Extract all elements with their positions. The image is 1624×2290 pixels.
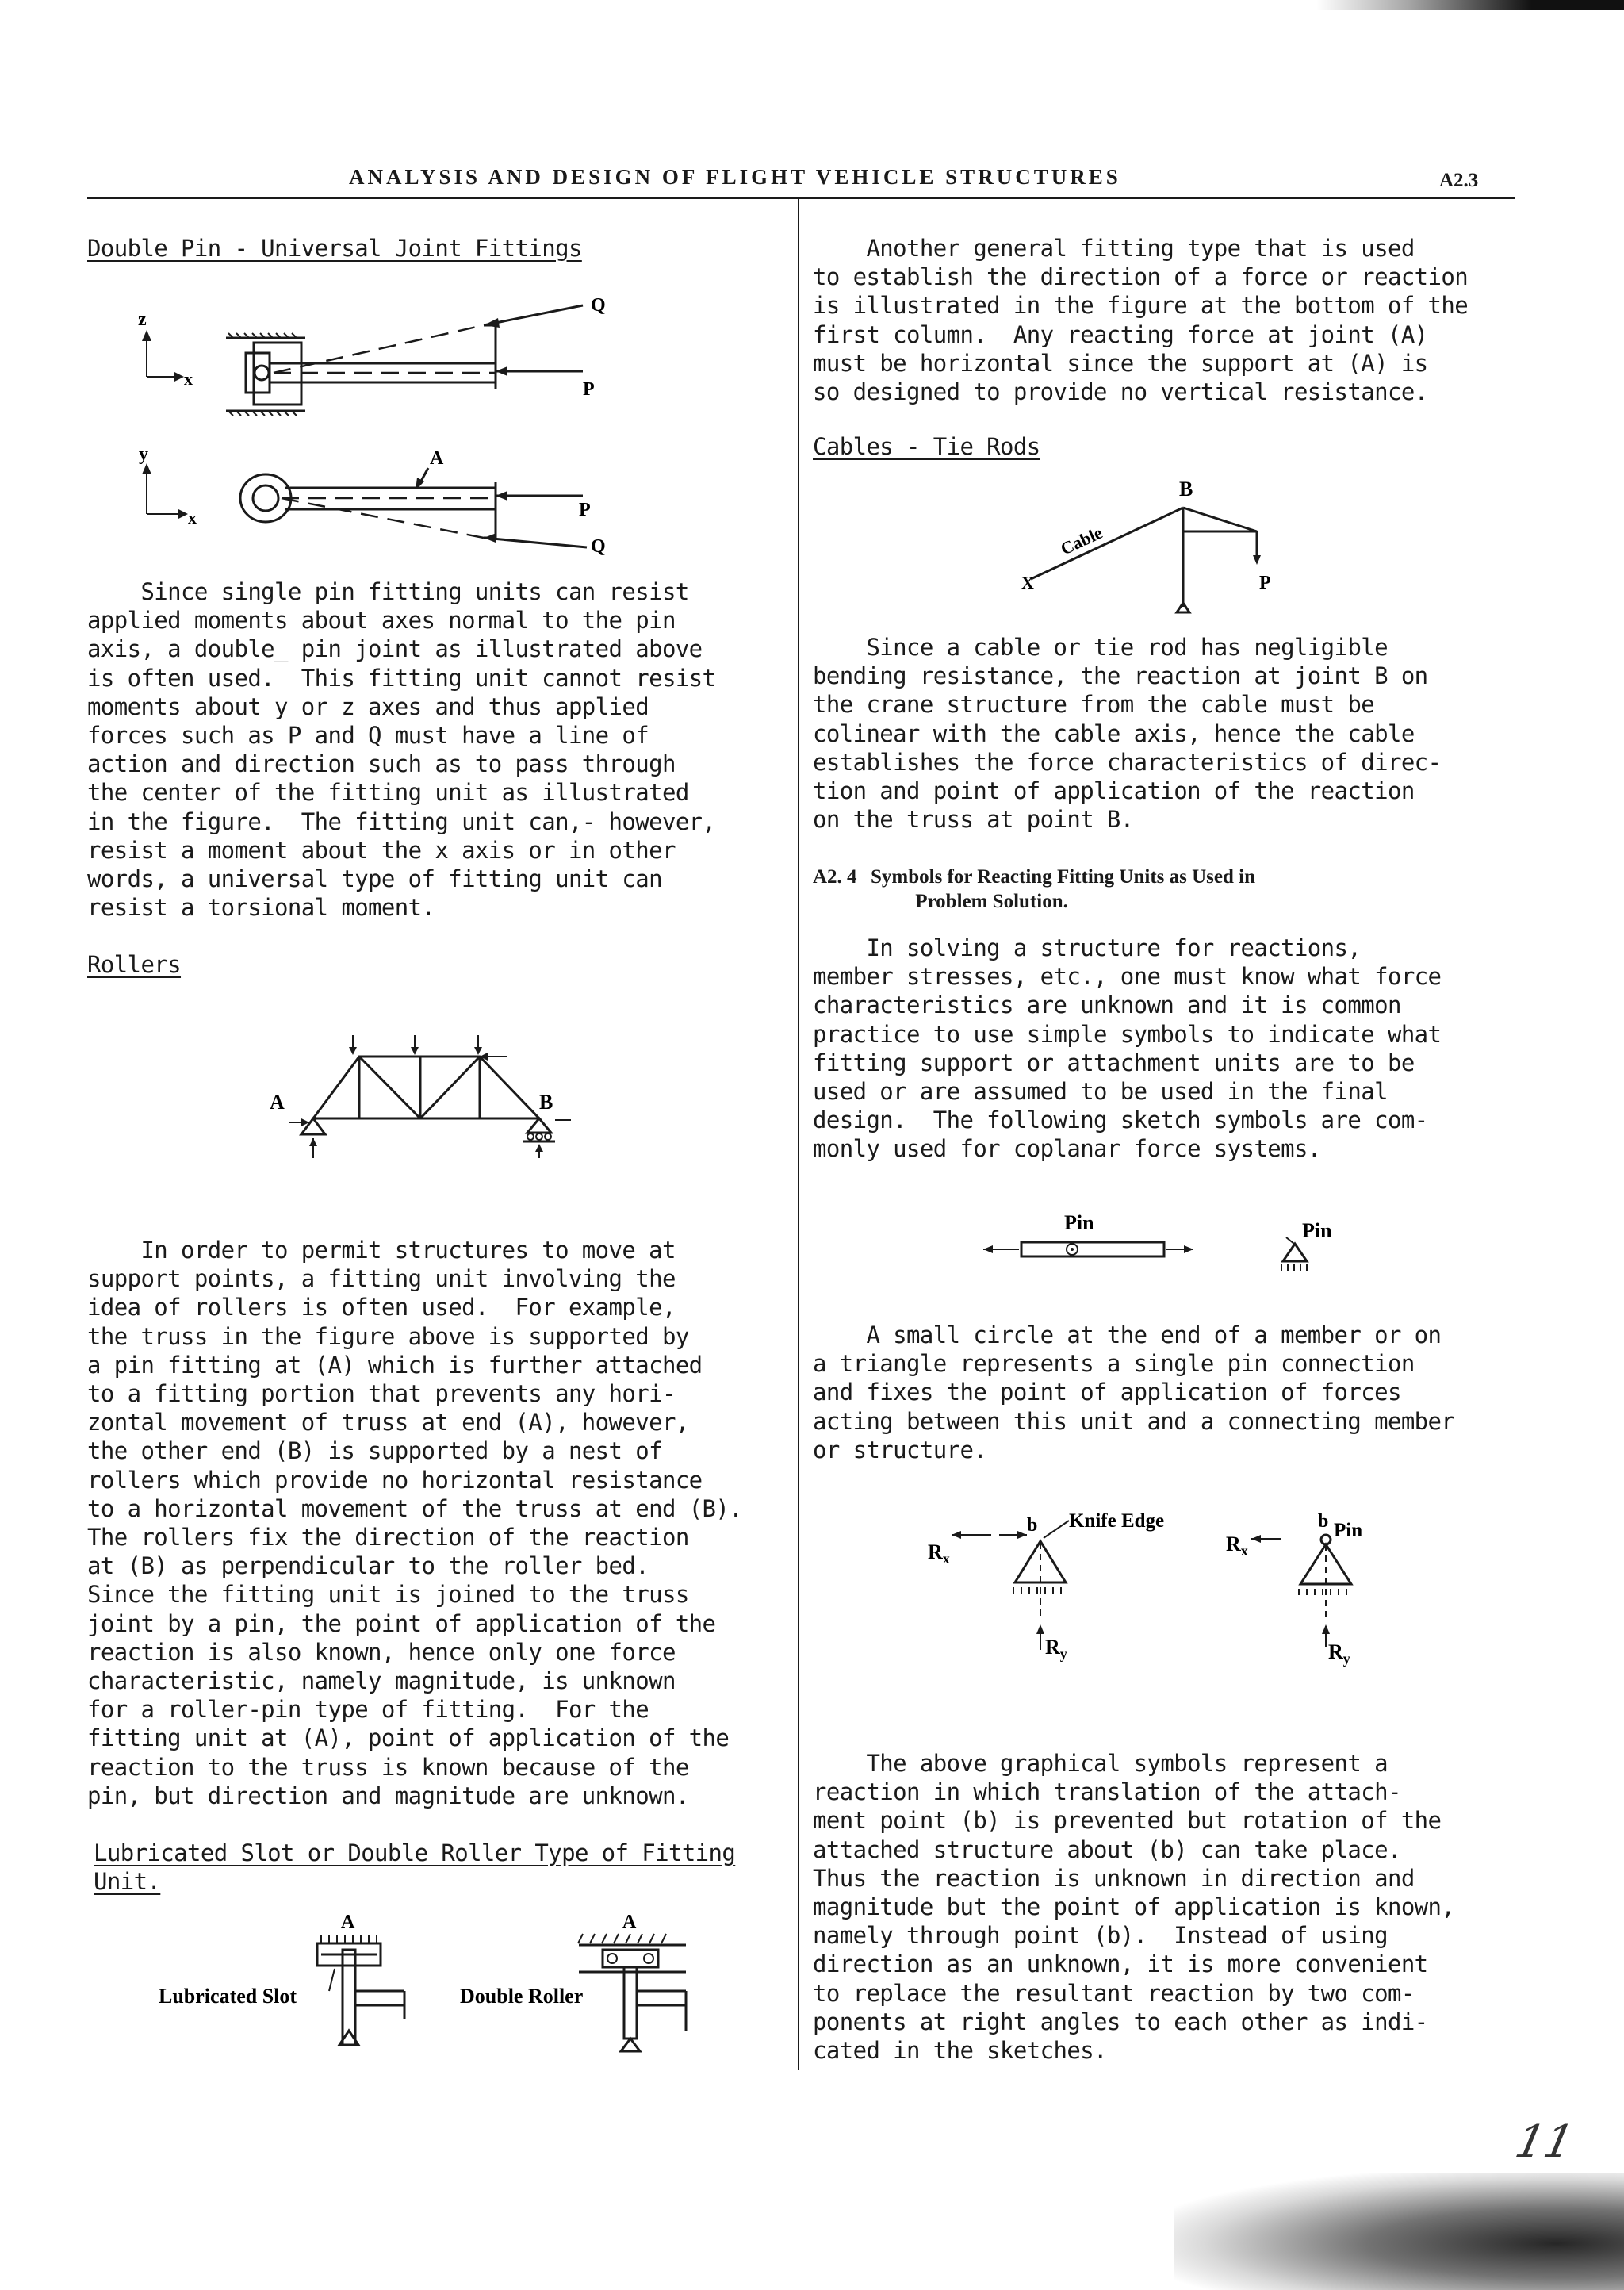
figure-reaction-components: [928, 1503, 1419, 1678]
heading-double-pin: Double Pin - Universal Joint Fittings: [87, 235, 582, 262]
running-header-title: ANALYSIS AND DESIGN OF FLIGHT VEHICLE STRUCTURES: [349, 165, 1121, 189]
figure-double-pin-joint: [135, 278, 611, 555]
fig-label-b2: b: [1318, 1511, 1329, 1532]
fig-label-roller-a: A: [622, 1912, 637, 1932]
scan-noise-bottom: [1174, 2173, 1624, 2290]
fig-label-cable-b: B: [1179, 478, 1193, 501]
fig-label-truss-a: A: [270, 1091, 285, 1114]
column-divider: [798, 198, 799, 2070]
heading-lubricated-slot: Lubricated Slot or Double Roller Type of Fitting Unit.: [94, 1839, 736, 1895]
paragraph-pin-connection: A small circle at the end of a member or on a triangle represents a single pin connection and fixes the point of application of forces acting between this unit and a connecting member or structure.: [813, 1321, 1455, 1463]
fig-label-b1: b: [1027, 1515, 1038, 1536]
fig-label-slot-a: A: [341, 1912, 355, 1932]
fig-label-pin-support: Pin: [1302, 1219, 1332, 1242]
scan-noise-top: [1316, 0, 1624, 10]
fig-label-z: z: [138, 309, 147, 330]
fig-label-p2: P: [579, 500, 591, 520]
header-rule: [87, 197, 1515, 199]
paragraph-symbols: In solving a structure for reactions, member stresses, etc., one must know what force characteristics are unknown and it is common practice to use simple symbols to indicate what fitting support or attachment units are to be used or are assumed to be used in the final design. The following sketch symbols are com- monly used for coplanar force systems.: [813, 934, 1442, 1163]
fig-label-rx1: $R_x$: [928, 1540, 950, 1567]
section-title-a24: Symbols for Reacting Fitting Units as Used in Problem Solution.: [871, 866, 1255, 912]
fig-label-cable-p: P: [1259, 573, 1271, 593]
fig-label-ry1: $R_y$: [1045, 1636, 1067, 1662]
fig-label-lubricated-slot: Lubricated Slot: [159, 1985, 297, 2008]
fig-label-x1: x: [184, 369, 193, 389]
paragraph-graphical-symbols: The above graphical symbols represent a reaction in which translation of the attach- ment point (b) is prevented but rotation of the attached structure about (b) can take place. Thus the reaction is unknown in direction and magnitude but the point of application is known, namely through point (b). Instead of using direction as an unknown, it is more convenient to replace the resultant reaction by two com- ponents at right angles to each other as indi- cated in the sketches.: [813, 1750, 1455, 2065]
heading-cables-tie-rods: Cables - Tie Rods: [813, 433, 1040, 460]
fig-label-cable: Cable: [1057, 522, 1105, 559]
figure-lubricated-slot-double-roller: [159, 1912, 730, 2054]
fig-label-pin: Pin: [1334, 1520, 1363, 1541]
fig-label-cable-x: X: [1021, 573, 1034, 593]
fig-label-y: y: [139, 444, 148, 465]
fig-label-x2: x: [188, 508, 197, 527]
fig-label-q1: Q: [591, 295, 606, 316]
fig-label-pin-member: Pin: [1064, 1211, 1094, 1234]
fig-label-ry2: $R_y$: [1328, 1640, 1350, 1667]
figure-pin-symbols: [975, 1206, 1388, 1293]
running-header-page-ref: A2.3: [1439, 170, 1479, 191]
section-number-a24: A2. 4: [813, 866, 857, 888]
fig-label-a: A: [430, 448, 444, 469]
fig-label-truss-b: B: [539, 1091, 553, 1114]
paragraph-right-intro: Another general fitting type that is used to establish the direction of a force or reaction is illustrated in the figure at the bottom of the first column. Any reacting force at joint (A) must be horizontal since the support at (A) is so designed to provide no vertical resistance.: [813, 235, 1469, 406]
handwritten-page-number: 11: [1511, 2116, 1579, 2168]
figure-roller-truss: [234, 1031, 599, 1158]
heading-rollers: Rollers: [87, 951, 182, 978]
fig-label-q2: Q: [591, 536, 606, 557]
figure-cable-crane: [1007, 476, 1293, 627]
fig-label-knife-edge: Knife Edge: [1069, 1510, 1165, 1532]
paragraph-rollers: In order to permit structures to move at support points, a fitting unit involving the idea of rollers is often used. For example, the truss in the figure above is supported by a pin fitting at (A) which is further attached to a fitting portion that prevents any hori- zontal movement of truss at end (A), however, the other end (B) is supported by a nest of rollers which provide no horizontal resistance to a horizontal movement of the truss at end (B). The rollers fix the direction of the reaction at (B) as perpendicular to the roller bed. Since the fitting unit is joined to the truss joint by a pin, the point of application of the reaction is also known, hence only one force characteristic, namely magnitude, is unknown for a roller-pin type of fitting. For the fitting unit at (A), point of application of the reaction to the truss is known because of the pin, but direction and magnitude are unknown.: [87, 1237, 743, 1809]
fig-label-rx2: $R_x$: [1226, 1532, 1248, 1559]
paragraph-cables: Since a cable or tie rod has negligible bending resistance, the reaction at joint B on the crane structure from the cable must be colinear with the cable axis, hence the cable establishes the force characteristics of direc- tion and point of application of the reaction on the truss at point B.: [813, 634, 1442, 834]
fig-label-double-roller: Double Roller: [460, 1985, 584, 2008]
fig-label-p1: P: [583, 379, 595, 400]
paragraph-double-pin: Since single pin fitting units can resist applied moments about axes normal to the pin axis, a double_ pin joint as illustrated above is often used. This fitting unit cannot resist moments about y or z axes and thus applied forces such as P and Q must have a line of action and direction such as to pass through the center of the fitting unit as illustrated in the figure. The fitting unit can,- however, resist a moment about the x axis or in other words, a universal type of fitting unit can resist a torsional moment.: [87, 578, 716, 922]
